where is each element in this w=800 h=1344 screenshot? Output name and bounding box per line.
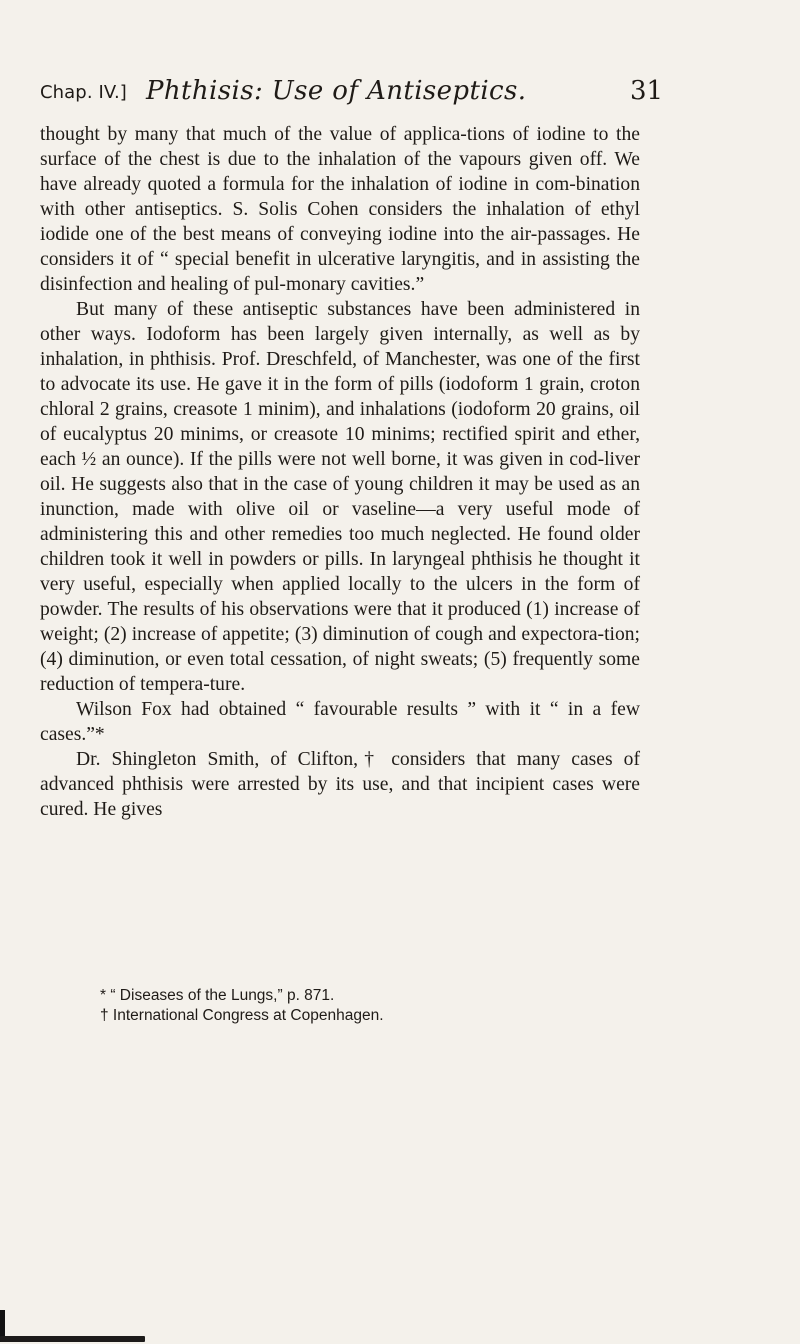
paragraph-2: But many of these antiseptic substances have been administered in other ways. Iodoform has been largely given internally, as well as by inhalation, in phthisis. Prof. Dreschfeld, of Manchester, was one of the first to advocate its use. He gave it in the form of pills (iodoform 1 grain, croton chloral 2 grains, creasote 1 minim), and inhalations (iodoform 20 grains, oil of eucalyptus 20 minims, or creasote 10 minims; rectified spirit and ether, each ½ an ounce). If the pills were not well borne, it was given in cod-liver oil. He suggests also that in the case of young children it may be used as an inunction, made with olive oil or vaseline—a very useful mode of administering this and other remedies too much neglected. He found older children took it well in powders or pills. In laryngeal phthisis he thought it very useful, especially when applied locally to the ulcers in the form of powder. The results of his observations were that it produced (1) increase of weight; (2) increase of appetite; (3) diminution of cough and expectora-tion; (4) diminution, or even total cessation, of night sweats; (5) frequently some reduction of tempera-ture. xyxy=(40,299,640,695)
paragraph-4: Dr. Shingleton Smith, of Clifton,† considers that many cases of advanced phthisis were arrested by its use, and that incipient cases were cured. He gives xyxy=(40,749,640,820)
footnotes xyxy=(100,986,620,1026)
page-number: 31 xyxy=(630,76,664,106)
chapter-label: Chap. IV.] xyxy=(40,82,127,103)
main-text xyxy=(40,122,640,822)
running-title: Phthisis: Use of Antiseptics. xyxy=(146,76,527,106)
bottom-rule xyxy=(0,1336,145,1342)
paragraph-1: thought by many that much of the value of applica-tions of iodine to the surface of the chest is due to the inhalation of the vapours given off. We have already quoted a formula for the inhalation of iodine in com-bination with other antiseptics. S. Solis Cohen considers the inhalation of ethyl iodide one of the best means of conveying iodine into the air-passages. He considers it of “ special benefit in ulcerative laryngitis, and in assisting the disinfection and healing of pul-monary cavities.” xyxy=(40,124,640,295)
footnote-1: * “ Diseases of the Lungs,” p. 871. xyxy=(100,987,335,1004)
paragraph-3: Wilson Fox had obtained “ favourable results ” with it “ in a few cases.”* xyxy=(40,699,640,745)
footnote-2: † International Congress at Copenhagen. xyxy=(100,1007,384,1024)
page-header xyxy=(40,76,664,112)
